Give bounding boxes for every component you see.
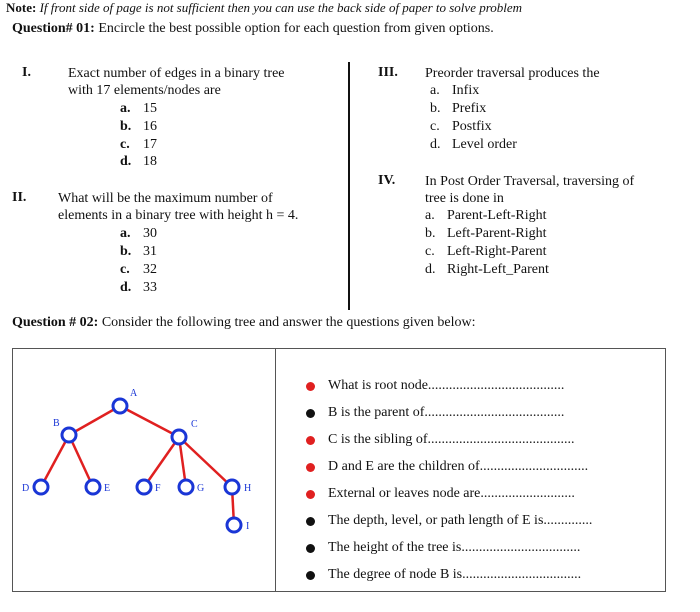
mcq-option-text[interactable]: Postfix bbox=[452, 119, 492, 134]
tree-question: The degree of node B is.................................. bbox=[328, 567, 582, 582]
mcq-option-text[interactable]: Right-Left_Parent bbox=[447, 262, 549, 277]
question1-heading bbox=[12, 21, 494, 37]
node-b bbox=[62, 428, 76, 442]
mcq-stem-line: Preorder traversal produces the bbox=[425, 66, 600, 81]
bullet-icon bbox=[306, 409, 315, 418]
mcq-option-letter[interactable]: c. bbox=[430, 119, 440, 134]
node-label-a: A bbox=[130, 388, 138, 399]
mcq-option-letter[interactable]: b. bbox=[430, 101, 441, 116]
bullet-icon bbox=[306, 382, 315, 391]
tree-edges bbox=[41, 406, 234, 525]
tree-question: B is the parent of........................................ bbox=[328, 405, 565, 420]
mcq-option-text[interactable]: 32 bbox=[143, 262, 157, 277]
tree-question: D and E are the children of............................... bbox=[328, 459, 589, 474]
node-e bbox=[86, 480, 100, 494]
node-label-b: B bbox=[53, 418, 60, 429]
mcq-option-text[interactable]: 15 bbox=[143, 101, 157, 116]
mcq-option-text[interactable]: 18 bbox=[143, 154, 157, 169]
tree-box-divider bbox=[275, 348, 276, 592]
mcq-option-letter[interactable]: d. bbox=[430, 137, 441, 152]
mcq-option-letter[interactable]: d. bbox=[120, 154, 132, 169]
mcq-option-letter[interactable]: a. bbox=[430, 83, 440, 98]
mcq-option-text[interactable]: Level order bbox=[452, 137, 517, 152]
edge-b-d bbox=[41, 435, 69, 487]
mcq-option-letter[interactable]: d. bbox=[120, 280, 132, 295]
node-label-h: H bbox=[244, 483, 252, 494]
edge-b-e bbox=[69, 435, 93, 487]
node-a bbox=[113, 399, 127, 413]
bullet-icon bbox=[306, 517, 315, 526]
edge-c-f bbox=[144, 437, 179, 487]
bullet-icon bbox=[306, 544, 315, 553]
mcq-option-text[interactable]: Parent-Left-Right bbox=[447, 208, 547, 223]
mcq-option-letter[interactable]: d. bbox=[425, 262, 436, 277]
tree-question: The height of the tree is.................................. bbox=[328, 540, 581, 555]
edge-a-b bbox=[69, 406, 120, 435]
mcq-option-text[interactable]: Left-Right-Parent bbox=[447, 244, 547, 259]
page-note bbox=[6, 0, 522, 16]
mcq-option-letter[interactable]: a. bbox=[425, 208, 435, 223]
mcq-option-letter[interactable]: b. bbox=[120, 244, 132, 259]
node-label-c: C bbox=[191, 419, 198, 430]
node-g bbox=[179, 480, 193, 494]
question2-label: Question # 02: bbox=[12, 315, 99, 330]
node-h bbox=[225, 480, 239, 494]
node-label-e: E bbox=[104, 483, 111, 494]
mcq-option-text[interactable]: 17 bbox=[143, 137, 157, 152]
mcq-option-letter[interactable]: c. bbox=[120, 262, 130, 277]
mcq-option-text[interactable]: 33 bbox=[143, 280, 157, 295]
note-text: If front side of page is not sufficient then you can use the back side of paper to solve problem bbox=[39, 0, 523, 15]
mcq-stem-line: In Post Order Traversal, traversing of bbox=[425, 174, 635, 189]
node-c bbox=[172, 430, 186, 444]
bullet-icon bbox=[306, 436, 315, 445]
bullet-icon bbox=[306, 490, 315, 499]
mcq-stem-line: tree is done in bbox=[425, 191, 504, 206]
mcq-option-text[interactable]: 30 bbox=[143, 226, 157, 241]
question2-text: Consider the following tree and answer the questions given below: bbox=[101, 315, 476, 330]
question1-text: Encircle the best possible option for each question from given options. bbox=[98, 21, 494, 36]
mcq-option-text[interactable]: 16 bbox=[143, 119, 157, 134]
mcq-number: III. bbox=[378, 65, 398, 80]
mcq-option-letter[interactable]: b. bbox=[425, 226, 436, 241]
mcq-number: IV. bbox=[378, 173, 396, 188]
mcq-stem-line: Exact number of edges in a binary tree bbox=[68, 66, 285, 81]
node-label-d: D bbox=[22, 483, 30, 494]
tree-question: C is the sibling of.......................................... bbox=[328, 432, 575, 447]
mcq-stem-line: What will be the maximum number of bbox=[58, 191, 273, 206]
node-d bbox=[34, 480, 48, 494]
bullet-icon bbox=[306, 463, 315, 472]
mcq-number: II. bbox=[12, 190, 27, 205]
edge-a-c bbox=[120, 406, 179, 437]
mcq-stem-line: elements in a binary tree with height h = 4. bbox=[58, 208, 299, 223]
mcq-option-letter[interactable]: b. bbox=[120, 119, 132, 134]
note-label: Note: bbox=[6, 0, 37, 15]
node-f bbox=[137, 480, 151, 494]
bullet-icon bbox=[306, 571, 315, 580]
node-i bbox=[227, 518, 241, 532]
binary-tree-diagram bbox=[13, 349, 275, 591]
mcq-stem-line: with 17 elements/nodes are bbox=[68, 83, 221, 98]
tree-question: The depth, level, or path length of E is.............. bbox=[328, 513, 593, 528]
mcq-option-letter[interactable]: a. bbox=[120, 101, 131, 116]
mcq-option-text[interactable]: Left-Parent-Right bbox=[447, 226, 547, 241]
column-divider bbox=[348, 62, 350, 310]
node-label-f: F bbox=[155, 483, 161, 494]
tree-question: What is root node....................................... bbox=[328, 378, 565, 393]
question2-heading bbox=[12, 315, 475, 331]
tree-question: External or leaves node are........................... bbox=[328, 486, 575, 501]
node-label-i: I bbox=[246, 521, 250, 532]
mcq-option-letter[interactable]: a. bbox=[120, 226, 131, 241]
mcq-option-text[interactable]: Infix bbox=[452, 83, 480, 98]
mcq-option-text[interactable]: 31 bbox=[143, 244, 157, 259]
mcq-option-letter[interactable]: c. bbox=[120, 137, 130, 152]
mcq-option-text[interactable]: Prefix bbox=[452, 101, 487, 116]
mcq-option-letter[interactable]: c. bbox=[425, 244, 435, 259]
mcq-number: I. bbox=[22, 65, 31, 80]
node-label-g: G bbox=[197, 483, 205, 494]
question1-label: Question# 01: bbox=[12, 21, 95, 36]
